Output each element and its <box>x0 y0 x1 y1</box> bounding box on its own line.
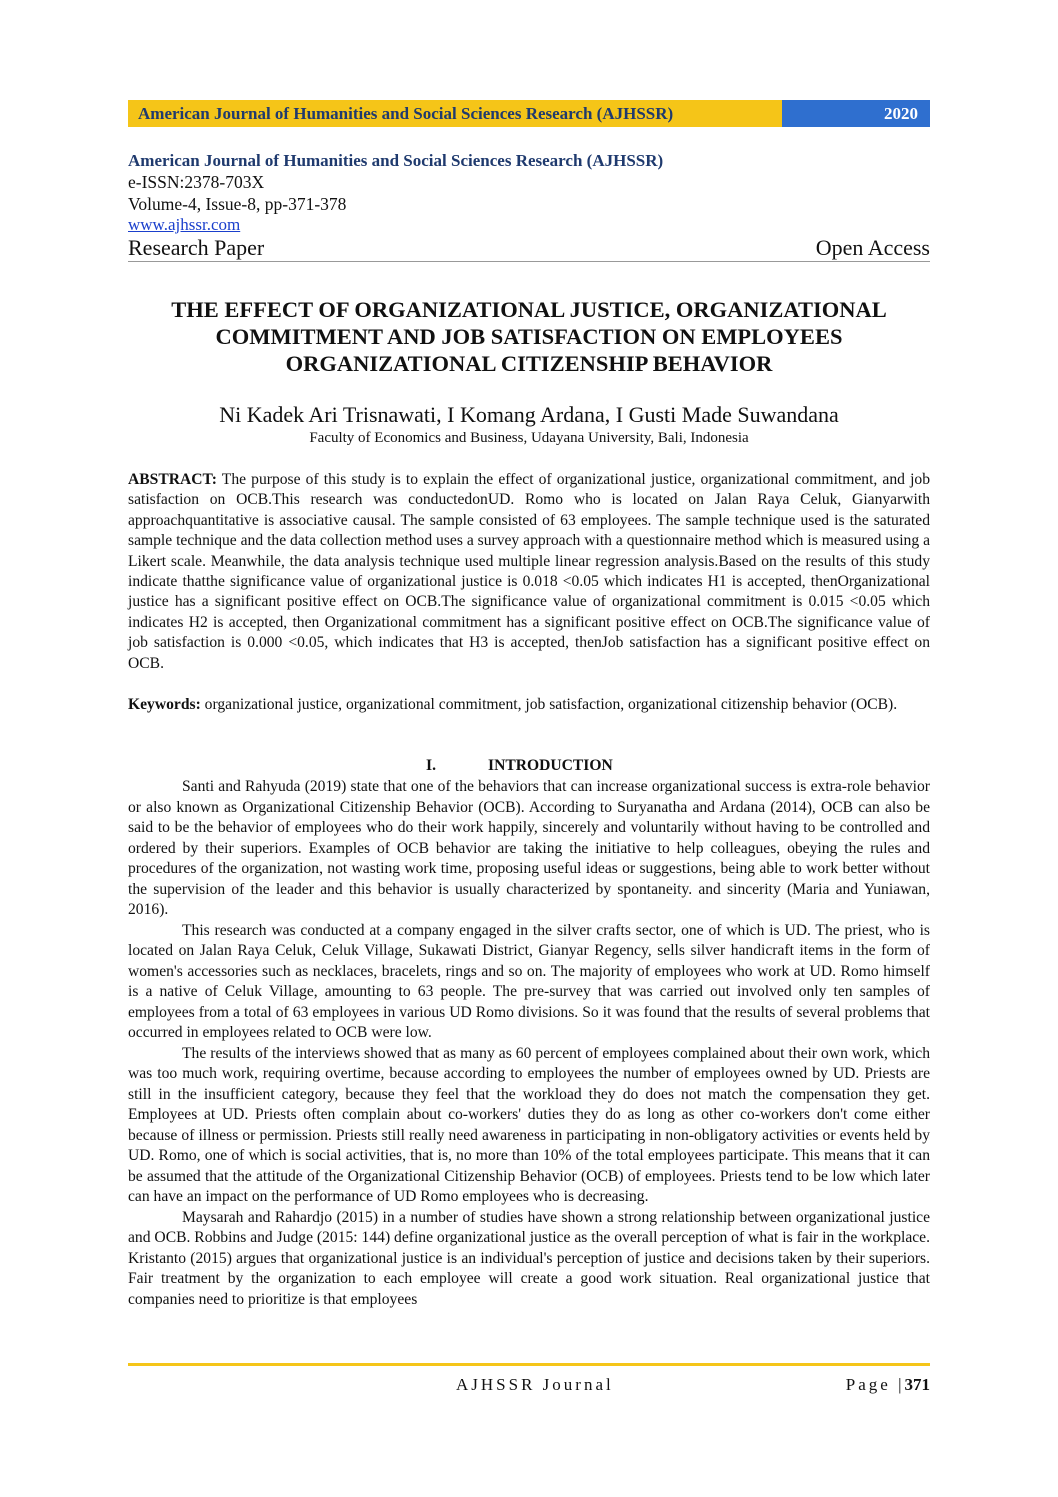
paper-type: Research Paper <box>128 235 265 260</box>
footer-journal: AJHSSR Journal <box>456 1375 614 1394</box>
body-paragraph: Santi and Rahyuda (2019) state that one of the behaviors that can increase organizational success is extra-role behavior or also known as Organizational Citizenship Behavior (OCB). According to Suryanatha and Ardana (2014), OCB can also be said to be the behavior of employees who do their work happily, sincerely and voluntarily without having to be controlled and ordered by their superiors. Examples of OCB behavior are taking the initiative to help colleagues, obeying the rules and procedures of the organization, not wasting work time, proposing useful ideas or suggestions, being able to work better without the supervision of the leader and this behavior is usually characterized by spontaneity. and sincerity (Maria and Yuniawan, 2016). <box>128 778 930 918</box>
keywords-text: organizational justice, organizational commitment, job satisfaction, organizational citizenship behavior (OCB). <box>200 696 898 713</box>
access-type: Open Access <box>815 235 930 260</box>
body-paragraph: The results of the interviews showed that as many as 60 percent of employees complained about their own work, which was too much work, requiring overtime, because according to employees the number of employees owned by UD. Priests are still in the insufficient category, because they feel that the workload they do does not match the compensation they get. Employees at UD. Priests often complain about co-workers' duties they do as long as other co-workers don't come either because of illness or permission. Priests still really need awareness in participating in non-obligatory activities or events held by UD. Romo, one of which is social activities, that is, no more than 10% of the total employees participate. This means that it can be assumed that the attitude of the Organizational Citizenship Behavior (OCB) of employees. Priests tend to be low which later can have an impact on the performance of UD Romo employees who is decreasing. <box>128 1044 930 1205</box>
keywords-label: Keywords: <box>128 696 201 713</box>
abstract-label: ABSTRACT: <box>128 471 217 488</box>
title-line: ORGANIZATIONAL CITIZENSHIP BEHAVIOR <box>285 351 773 376</box>
author-affiliation: Faculty of Economics and Business, Udayana University, Bali, Indonesia <box>309 430 749 446</box>
journal-meta <box>128 151 930 262</box>
footer-divider <box>128 1363 930 1366</box>
page-number: 371 <box>904 1375 930 1394</box>
journal-header-bar <box>128 100 930 127</box>
header-journal-name: American Journal of Humanities and Social Sciences Research (AJHSSR) <box>128 100 782 127</box>
paper-title <box>128 296 930 377</box>
issn-value: 2378-703X <box>184 172 265 192</box>
section-name: INTRODUCTION <box>488 757 613 774</box>
author-list: Ni Kadek Ari Trisnawati, I Komang Ardana, I Gusti Made Suwandana <box>219 402 839 427</box>
body-paragraph: Maysarah and Rahardjo (2015) in a number of studies have shown a strong relationship between organizational justice and OCB. Robbins and Judge (2015: 144) define organizational justice as the overall perception of what is fair in the workplace. Kristanto (2015) argues that organizational justice is an individual's perception of justice and decisions taken by their superiors. Fair treatment by the organization to each employee will create a good work situation. Real organizational justice that companies need to prioritize is that employees <box>128 1208 930 1308</box>
body-paragraph: This research was conducted at a company engaged in the silver crafts sector, one of which is UD. The priest, who is located on Jalan Raya Celuk, Celuk Village, Sukawati District, Gianyar Regency, sells silver handicraft items in the form of women's accessories such as necklaces, bracelets, rings and so on. The majority of employees who work at UD. Romo himself is a native of Celuk Village, amounting to 63 people. The pre-survey that was carried out involved only ten samples of employees from a total of 63 employees in various UD Romo divisions. So it was found that the results of several problems that occurred in employees related to OCB were low. <box>128 921 930 1041</box>
abstract-text: The purpose of this study is to explain the effect of organizational justice, organizational commitment, and job satisfaction on OCB.This research was conductedonUD. Romo who is located on Jalan Raya Celuk, Gianyarwith approachquantitative is associative causal. The sample consisted of 63 employees. The sample technique used is the saturated sample technique and the data collection method uses a survey approach with a questionnaire method which is measured using a Likert scale. Meanwhile, the data analysis technique used multiple linear regression analysis.Based on the results of this study indicate thatthe significance value of organizational justice is 0.018 <0.05 which indicates H1 is accepted, thenOrganizational justice has a significant positive effect on OCB.The significance value of organizational commitment is 0.015 <0.05 which indicates H2 is accepted, then Organizational commitment has a significant positive effect on OCB.The significance value of job satisfaction is 0.000 <0.05, which indicates that H3 is accepted, thenJob satisfaction has a significant positive effect on OCB. <box>128 471 930 672</box>
issn-label: e-ISSN: <box>128 172 185 192</box>
title-line: THE EFFECT OF ORGANIZATIONAL JUSTICE, ORGANIZATIONAL <box>171 297 887 322</box>
journal-website-link[interactable]: www.ajhssr.com <box>128 215 241 234</box>
meta-issn <box>128 171 930 193</box>
meta-volume: Volume-4, Issue-8, pp-371-378 <box>128 194 347 214</box>
introduction-body <box>128 777 930 1310</box>
header-year: 2020 <box>782 100 930 127</box>
title-line: COMMITMENT AND JOB SATISFACTION ON EMPLOYEES <box>215 324 843 349</box>
paper-type-row <box>128 234 930 262</box>
meta-journal-name: American Journal of Humanities and Social Sciences Research (AJHSSR) <box>128 151 664 170</box>
page-label: Page | <box>845 1375 905 1394</box>
footer-page <box>846 1374 930 1396</box>
abstract <box>128 470 930 674</box>
keywords <box>128 695 930 715</box>
section-number: I. <box>426 757 436 774</box>
